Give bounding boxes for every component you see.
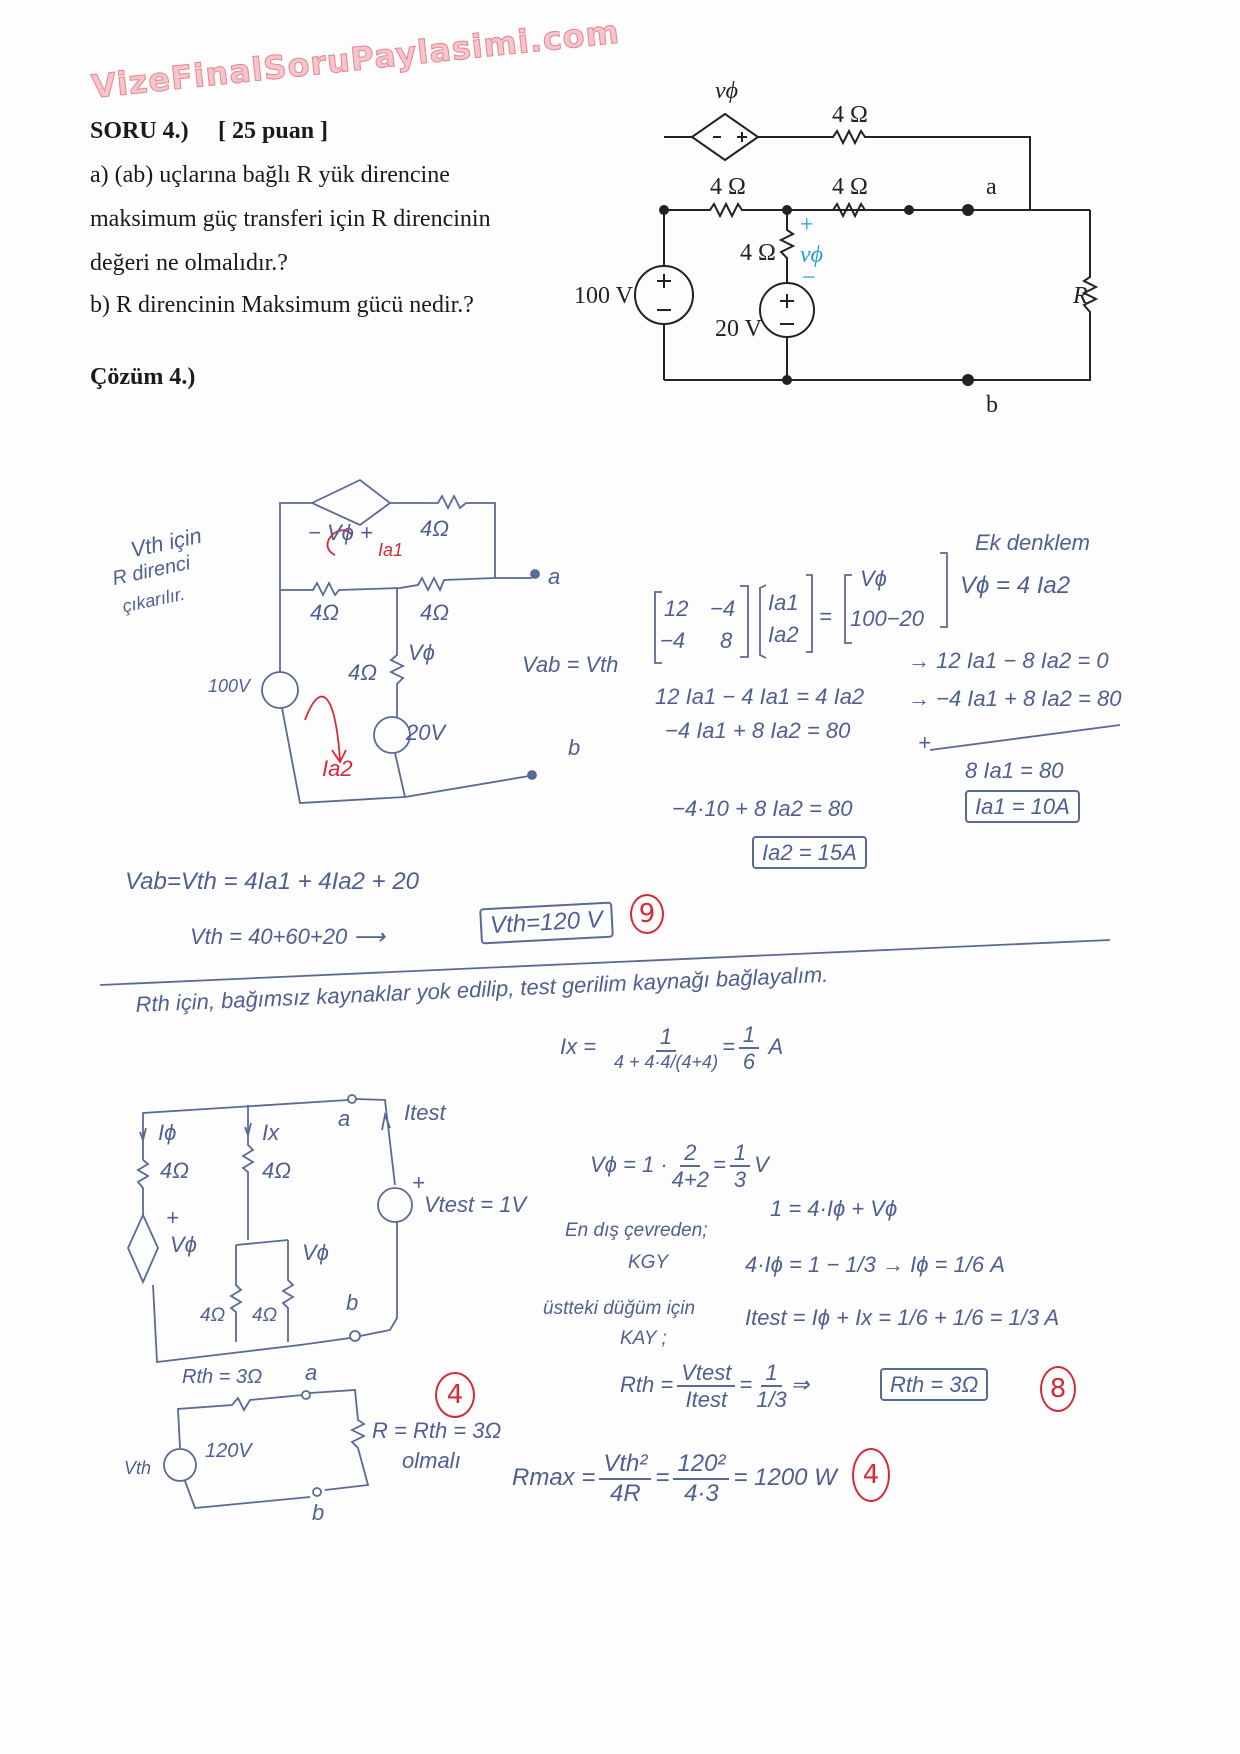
pmax-lhs: Rmax = <box>512 1463 596 1491</box>
c1-dep-label: − Vϕ + <box>308 520 373 545</box>
load-label: R <box>1073 283 1088 309</box>
th-r-eq: R = Rth = 3Ω <box>372 1418 502 1443</box>
c1-r-mid: 4Ω <box>420 600 449 625</box>
th-src: 120V <box>205 1440 252 1462</box>
dep-source-label: vϕ <box>715 78 739 104</box>
control-plus: + <box>800 212 814 238</box>
c2-r2: 4Ω <box>262 1158 291 1183</box>
c2-vphi: Vϕ <box>302 1240 329 1265</box>
mesh2-arrow-icon <box>305 697 346 762</box>
vphi-eq: = <box>712 1152 726 1178</box>
c1-node-a: a <box>548 564 561 589</box>
eq-2: −4 Ia1 + 8 Ia2 = 80 <box>665 718 851 743</box>
rth-num: Vtest <box>677 1360 735 1387</box>
question-a-line1: a) (ab) uçlarına bağlı R yük direncine <box>90 162 450 188</box>
voltage-source-20-icon <box>760 283 814 337</box>
sum-plus: + <box>918 730 931 755</box>
kcl-label2: KAY ; <box>620 1328 667 1349</box>
rth-den2: 1/3 <box>756 1387 787 1413</box>
rth-arrow: ⇒ <box>790 1372 810 1398</box>
node-b-label: b <box>986 392 998 418</box>
c1-r-left: 4Ω <box>310 600 339 625</box>
c2-plus: + <box>412 1170 425 1195</box>
vab-equation: Vab=Vth = 4Ia1 + 4Ia2 + 20 <box>125 868 420 895</box>
kvl-label2: KGY <box>628 1252 669 1273</box>
matrix-a12: −4 <box>710 596 736 621</box>
question-title: SORU 4.) <box>90 118 189 144</box>
matrix-x1: Ia1 <box>768 590 799 615</box>
vphi-val-den: 3 <box>733 1167 747 1193</box>
printed-circuit-wires <box>635 114 1096 386</box>
ix-val-num: 1 <box>739 1022 759 1049</box>
vth-note-line2: R direnci <box>110 552 193 590</box>
source-100-label: 100 V <box>574 283 633 309</box>
terminal-b-dot <box>962 374 974 386</box>
score-8: 8 <box>1040 1366 1076 1412</box>
matrix-a22: 8 <box>720 628 733 653</box>
rth-calc <box>620 1360 809 1413</box>
ix-den: 4 + 4·4/(4+4) <box>614 1051 719 1072</box>
dependent-voltage-source-icon <box>692 114 758 160</box>
vth-calc: Vth = 40+60+20 ⟶ <box>190 924 385 949</box>
matrix-a11: 12 <box>664 596 689 621</box>
vth-note-line1: Vth için <box>128 522 204 563</box>
terminal-b-icon <box>350 1331 360 1341</box>
matrix-a21: −4 <box>660 628 686 653</box>
result-vth: Vth=120 V <box>479 902 613 944</box>
pmax-eq: = <box>655 1463 670 1491</box>
ix-lhs: Ix = <box>560 1034 597 1059</box>
matrix-b2: 100−20 <box>850 606 925 631</box>
result-ia2: Ia2 = 15A <box>752 836 867 869</box>
extra-eq: Vϕ = 4 Ia2 <box>960 572 1071 599</box>
score-4a: 4 <box>435 1372 475 1418</box>
eq-sub: −4·10 + 8 Ia2 = 80 <box>672 796 853 821</box>
th-rth-label: Rth = 3Ω <box>182 1366 263 1388</box>
c2-iphi: Iϕ <box>158 1120 177 1145</box>
c2-r1: 4Ω <box>160 1158 189 1183</box>
c2-node-b: b <box>346 1290 359 1315</box>
c1-r-vert: 4Ω <box>348 660 377 685</box>
ix-unit: A <box>768 1034 784 1060</box>
th-node-b: b <box>312 1500 325 1525</box>
eq-1: 12 Ia1 − 4 Ia1 = 4 Ia2 <box>655 684 865 709</box>
c1-src20: 20V <box>406 720 446 745</box>
c2-dep-plus: + <box>166 1205 179 1230</box>
solution-label: Çözüm 4.) <box>90 364 196 390</box>
ix-val-den: 6 <box>742 1049 756 1075</box>
c1-mesh2: Ia2 <box>322 756 353 781</box>
terminal-a-icon <box>348 1095 356 1103</box>
watermark: VizeFinalSoruPaylasimi.com <box>89 12 622 106</box>
vphi-lhs: Vϕ = 1 · <box>590 1152 668 1178</box>
result-rth: Rth = 3Ω <box>880 1368 988 1401</box>
c1-src100: 100V <box>208 676 251 696</box>
control-voltage-label: vϕ <box>800 242 824 268</box>
vth-note-line3: çıkarılır. <box>120 583 187 617</box>
question-a-line3: değeri ne olmalıdır.? <box>90 250 288 276</box>
r-mid-label: 4 Ω <box>832 174 868 200</box>
extra-eq-title: Ek denklem <box>975 530 1090 555</box>
matrix-b1: Vϕ <box>860 566 887 591</box>
eq-sum: 8 Ia1 = 80 <box>965 758 1064 783</box>
c2-node-a: a <box>338 1106 351 1131</box>
terminal-a-dot <box>962 204 974 216</box>
pmax-den1: 4R <box>610 1479 641 1507</box>
pmax-result: = 1200 W <box>733 1463 837 1491</box>
question-points: [ 25 puan ] <box>218 118 329 144</box>
c2-itest: Itest <box>404 1100 446 1125</box>
rth-eq: = <box>739 1372 753 1398</box>
c1-vphi: Vϕ <box>408 640 435 665</box>
c2-vtest: Vtest = 1V <box>424 1192 527 1217</box>
pmax-num2: 120² <box>673 1450 729 1480</box>
control-minus: − <box>802 265 816 291</box>
kcl-label1: üstteki düğüm için <box>543 1298 696 1319</box>
vphi-den: 4+2 <box>671 1167 709 1193</box>
c2-vphi-dep: Vϕ <box>170 1232 197 1257</box>
th-r-note: olmalı <box>402 1448 461 1473</box>
th-node-a: a <box>305 1360 318 1385</box>
source-20-label: 20 V <box>715 316 762 342</box>
rth-intro: Rth için, bağımsız kaynaklar yok edilip, test gerilim kaynağı bağlayalım. <box>135 961 829 1017</box>
ix-fraction <box>610 1022 783 1075</box>
ix-eq: = <box>722 1034 735 1060</box>
r-vert-label: 4 Ω <box>740 240 776 266</box>
kvl-label1: En dış çevreden; <box>565 1220 708 1241</box>
th-vth: Vth <box>124 1458 152 1478</box>
matrix-equals: = <box>819 604 832 629</box>
matrix-x2: Ia2 <box>768 622 799 647</box>
eq-2-rearranged: → −4 Ia1 + 8 Ia2 = 80 <box>908 686 1122 711</box>
pmax-den2: 4·3 <box>684 1479 719 1507</box>
score-4b: 4 <box>852 1448 890 1502</box>
vphi-unit: V <box>754 1152 769 1178</box>
kcl-eq: Itest = Iϕ + Ix = 1/6 + 1/6 = 1/3 A <box>745 1305 1060 1330</box>
vphi-val-num: 1 <box>730 1140 750 1167</box>
kvl-solve: 4·Iϕ = 1 − 1/3 → Iϕ = 1/6 A <box>745 1252 1005 1277</box>
score-9: 9 <box>630 894 664 934</box>
handwritten-circuit-2 <box>128 1095 412 1508</box>
c2-r4: 4Ω <box>252 1305 278 1326</box>
c1-mesh1: Ia1 <box>378 540 404 560</box>
vphi-calc <box>590 1140 769 1193</box>
c1-r-top: 4Ω <box>420 516 449 541</box>
rth-lhs: Rth = <box>620 1372 674 1398</box>
r-top-label: 4 Ω <box>832 102 868 128</box>
ix-num: 1 <box>656 1024 676 1051</box>
c1-node-b: b <box>568 735 581 760</box>
c2-ix: Ix <box>262 1120 280 1145</box>
r-left-label: 4 Ω <box>710 174 746 200</box>
c1-vab: Vab = Vth <box>522 652 619 677</box>
c2-r3: 4Ω <box>200 1305 226 1326</box>
result-ia1: Ia1 = 10A <box>965 790 1080 823</box>
pmax-num1: Vth² <box>599 1450 651 1480</box>
eq-1-rearranged: → 12 Ia1 − 8 Ia2 = 0 <box>908 648 1109 673</box>
rth-num2: 1 <box>761 1360 781 1387</box>
vphi-num: 2 <box>680 1140 700 1167</box>
node-a-label: a <box>986 174 997 200</box>
rth-den: Itest <box>685 1387 728 1413</box>
question-b-line: b) R direncinin Maksimum gücü nedir.? <box>90 292 474 318</box>
kvl-eq: 1 = 4·Iϕ + Vϕ <box>770 1196 898 1221</box>
pmax-calc <box>512 1450 837 1507</box>
question-a-line2: maksimum güç transferi için R direncinin <box>90 206 491 232</box>
